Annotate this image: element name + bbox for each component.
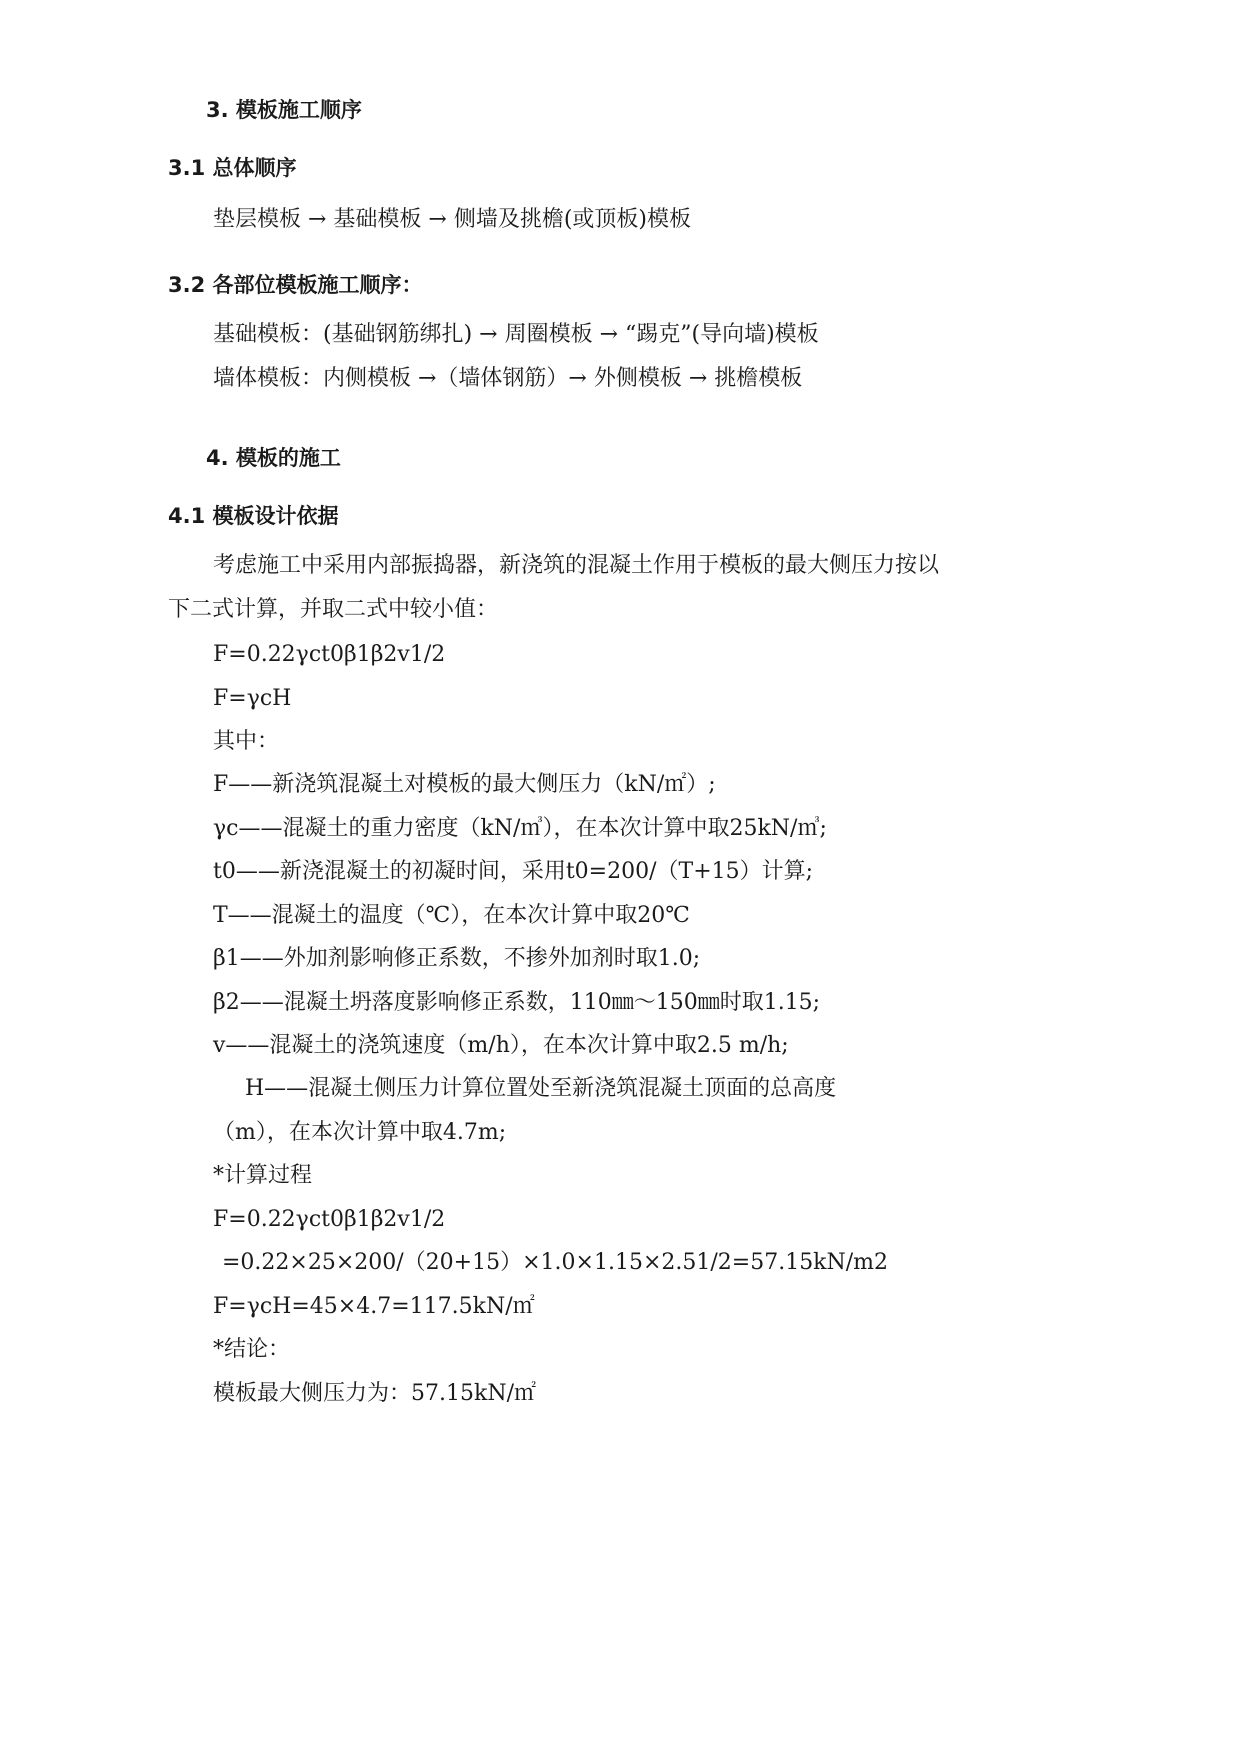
definition-t0: t0——新浇混凝土的初凝时间，采用t0=200/（T+15）计算; xyxy=(213,859,814,884)
section-4-1-title: 4.1 模板设计依据 xyxy=(168,504,339,528)
definition-gamma-c: γc——混凝土的重力密度（kN/㎥），在本次计算中取25kN/㎥; xyxy=(213,816,827,841)
conclusion-title: *结论： xyxy=(213,1337,291,1362)
where-label: 其中： xyxy=(213,729,280,754)
definition-beta2: β2——混凝土坍落度影响修正系数，110㎜～150㎜时取1.15; xyxy=(213,990,821,1015)
intro-line-1: 考虑施工中采用内部振捣器，新浇筑的混凝土作用于模板的最大侧压力按以 xyxy=(213,553,940,578)
calculation-title: *计算过程 xyxy=(213,1163,313,1188)
wall-sequence-line: 墙体模板：内侧模板 →（墙体钢筋）→ 外侧模板 → 挑檐模板 xyxy=(213,366,803,391)
formula-1: F=0.22γct0β1β2v1/2 xyxy=(213,642,446,667)
overall-sequence-line: 垫层模板 → 基础模板 → 侧墙及挑檐(或顶板)模板 xyxy=(213,207,692,232)
section-3-1-title: 3.1 总体顺序 xyxy=(168,156,297,180)
formula-2: F=γcH xyxy=(213,686,292,711)
conclusion-text: 模板最大侧压力为：57.15kN/㎡ xyxy=(213,1381,536,1406)
definition-H-line-2: （m），在本次计算中取4.7m; xyxy=(213,1120,507,1145)
definition-v: v——混凝土的浇筑速度（m/h），在本次计算中取2.5 m/h; xyxy=(213,1033,789,1058)
definition-H-line-1: H——混凝土侧压力计算位置处至新浇筑混凝土顶面的总高度 xyxy=(245,1076,837,1101)
section-3-2-title: 3.2 各部位模板施工顺序： xyxy=(168,273,423,297)
calculation-line-3: F=γcH=45×4.7=117.5kN/㎡ xyxy=(213,1294,535,1319)
definition-T: T——混凝土的温度（℃），在本次计算中取20℃ xyxy=(213,903,690,928)
section-4-title: 4. 模板的施工 xyxy=(206,446,341,470)
calculation-line-2: =0.22×25×200/（20+15）×1.0×1.15×2.51/2=57.15kN/m2 xyxy=(222,1250,889,1275)
foundation-sequence-line: 基础模板：(基础钢筋绑扎) → 周圈模板 → “踢克”(导向墙)模板 xyxy=(213,322,819,347)
calculation-line-1: F=0.22γct0β1β2v1/2 xyxy=(213,1207,446,1232)
intro-line-2: 下二式计算，并取二式中较小值： xyxy=(168,597,499,622)
definition-beta1: β1——外加剂影响修正系数，不掺外加剂时取1.0; xyxy=(213,946,701,971)
definition-F: F——新浇筑混凝土对模板的最大侧压力（kN/㎡）; xyxy=(213,772,716,797)
section-3-title: 3. 模板施工顺序 xyxy=(206,98,362,122)
